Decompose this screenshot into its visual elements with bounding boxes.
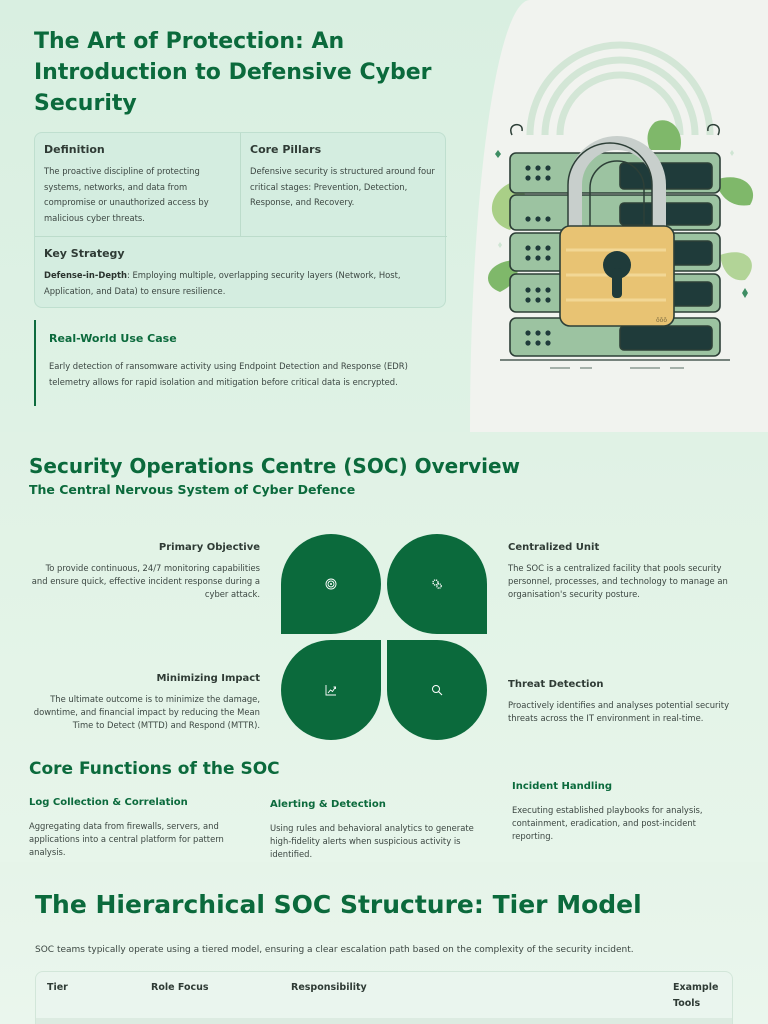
function-heading: Incident Handling: [512, 781, 613, 792]
primary-objective-heading: Primary Objective: [158, 542, 260, 553]
svg-text:ōōō: ōōō: [656, 317, 668, 324]
table-header: [36, 972, 732, 1018]
primary-objective-text: To provide continuous, 24/7 monitoring capabilities and ensure quick, effective incident response during a cyber attack.: [31, 563, 260, 599]
definition-heading: Definition: [44, 143, 105, 156]
column-header-example-tools: Example Tools: [673, 982, 719, 1009]
key-strategy-text: [44, 268, 438, 299]
padlock-server-illustration: [470, 0, 768, 432]
centralized-unit-heading: Centralized Unit: [508, 542, 600, 553]
petal-threat-detection: [387, 640, 487, 740]
function-alerting-detection: [270, 799, 490, 861]
tier-model-section: [0, 862, 768, 1024]
table-row: [36, 1018, 732, 1024]
minimizing-impact-text: The ultimate outcome is to minimize the damage, downtime, and financial impact by reducing the Mean Time to Detect (MTTD) and Respond (MTTR).: [33, 694, 260, 730]
use-case-heading: Real-World Use Case: [49, 332, 177, 345]
core-pillars-cell: [241, 133, 447, 237]
minimizing-impact-heading: Minimizing Impact: [156, 673, 260, 684]
function-heading: Log Collection & Correlation: [29, 797, 188, 808]
page-title: The Art of Protection: An Introduction to Defensive Cyber Security: [34, 29, 432, 116]
threat-detection-text: Proactively identifies and analyses potential security threats across the IT environment in real-time.: [508, 700, 730, 723]
minimizing-impact-block: [30, 673, 260, 732]
soc-overview-title: Security Operations Centre (SOC) Overview: [29, 454, 521, 478]
function-text: Aggregating data from firewalls, servers, and applications into a central platform for pattern analysis.: [29, 821, 224, 857]
tier-model-title: The Hierarchical SOC Structure: Tier Model: [35, 890, 642, 919]
target-icon: [325, 578, 337, 590]
petal-minimizing-impact: [281, 640, 381, 740]
threat-detection-heading: Threat Detection: [508, 679, 604, 690]
core-pillars-heading: Core Pillars: [250, 143, 322, 156]
key-strategy-description: : Employing multiple, overlapping security layers (Network, Host, Application, and Data) to ensure resilience.: [44, 270, 401, 296]
key-strategy-term: Defense-in-Depth: [44, 270, 127, 280]
centralized-unit-text: The SOC is a centralized facility that pools security personnel, processes, and technology to manage an organisation's security posture.: [508, 563, 728, 599]
function-log-collection: [29, 797, 249, 859]
definition-text: The proactive discipline of protecting systems, networks, and data from compromise or unauthorized access by malicious cyber threats.: [44, 166, 209, 223]
intro-section: [0, 0, 768, 432]
core-pillars-text: Defensive security is structured around four critical stages: Prevention, Detection, Response, and Recovery.: [250, 166, 435, 207]
key-strategy-cell: [35, 237, 447, 309]
tier-model-intro: SOC teams typically operate using a tiered model, ensuring a clear escalation path based on the complexity of the security incident.: [35, 945, 634, 955]
key-strategy-heading: Key Strategy: [44, 247, 125, 260]
threat-detection-block: [508, 679, 738, 725]
soc-overview-subtitle: The Central Nervous System of Cyber Defence: [29, 482, 356, 497]
gears-icon: [431, 578, 443, 590]
petal-primary-objective: [281, 534, 381, 634]
core-functions-title: Core Functions of the SOC: [29, 759, 280, 779]
tier-table: [35, 971, 733, 1024]
primary-objective-block: [30, 542, 260, 601]
column-header-role-focus: Role Focus: [151, 982, 209, 993]
petal-centralized-unit: [387, 534, 487, 634]
magnifier-icon: [431, 684, 443, 696]
definition-cell: [35, 133, 241, 237]
hero-illustration: [470, 0, 768, 432]
use-case-callout: [34, 320, 446, 406]
chart-trend-icon: [325, 684, 337, 696]
function-incident-handling: [512, 781, 732, 843]
function-heading: Alerting & Detection: [270, 799, 386, 810]
column-header-tier: Tier: [47, 982, 68, 993]
use-case-text: Early detection of ransomware activity using Endpoint Detection and Response (EDR) telemetry allows for rapid isolation and mitigation before critical data is encrypted.: [49, 361, 408, 387]
column-header-responsibility: Responsibility: [291, 982, 367, 993]
function-text: Executing established playbooks for analysis, containment, eradication, and post-incident reporting.: [512, 805, 703, 841]
info-card: [34, 132, 446, 308]
centralized-unit-block: [508, 542, 738, 601]
function-text: Using rules and behavioral analytics to generate high-fidelity alerts when suspicious activity is identified.: [270, 823, 474, 859]
soc-overview-section: [0, 432, 768, 862]
